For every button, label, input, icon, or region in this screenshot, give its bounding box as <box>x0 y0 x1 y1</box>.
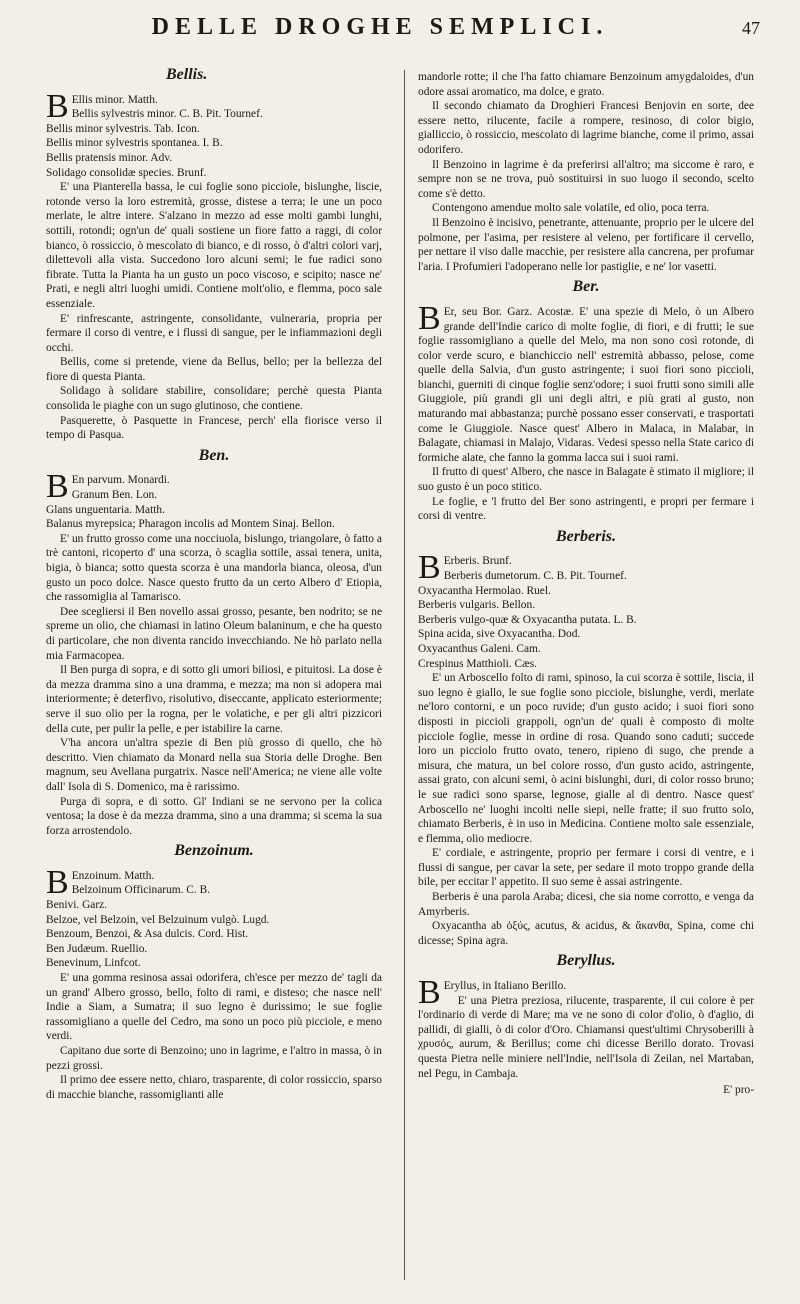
paragraph: Purga di sopra, e di sotto. Gl' Indiani se ne servono per la colica ventosa; la dose è da mezza dramma, sino a una dramma; si scema la sua forza arrostendolo. <box>46 795 382 837</box>
synonym-line: Bellis minor sylvestris. Tab. Icon. <box>46 122 200 135</box>
section-title-berberis: Berberis. <box>556 527 616 545</box>
paragraph: Bellis, come si pretende, viene da Bellus, bello; per la bellezza del fiore di questa Pianta. <box>46 356 382 383</box>
section-title-benzoinum: Benzoinum. <box>174 842 254 860</box>
paragraph: BEryllus, in Italiano Berillo. <box>418 974 567 1012</box>
paragraph: BEr, seu Bor. Garz. Acostæ. E' una spezie di Melo, ò un Albero grande dell'Indie carico di molte foglie, di fiori, e di frutti; le sue foglie rassomigliano a quelle del Melo, ma non sono così rotonde, di color verde scuro, e bianchiccio nell' estremità abbasso, pelose, come quelle della Salvia, d'un gusto astringente; i suoi fiori sono piccioli, bianchi, guerniti di cinque foglie senz'odore; i suoi frutti sono simili alle Giuggiole, più grandi gli uni degli altri, e più grati al gusto, non maturando mai abbastanza; purchè possano esser conservati, e trasportati come le Giuggiole. Nasce quest' Albero in Malaca, in Malabar, in Balagate, chiamasi in Malajo, Vidaras. Vedesi spesso nella State carico di formiche alate, che fanno la gomma lacca sui i suoi rami. <box>418 299 754 464</box>
section-title-ben: Ben. <box>198 446 230 464</box>
paragraph: Oxyacantha ab ὀξύς, acutus, & acidus, & ἄκανθα, Spina, come chi dicesse; Spina agra. <box>418 920 754 947</box>
paragraph: Il Benzoino in lagrime è da preferirsi all'altro; ma siccome è raro, e sempre non se ne trova, può sostituirsi in suo luogo il secondo, scelto come s'è detto. <box>418 158 754 200</box>
paragraph: Il frutto di quest' Albero, che nasce in Balagate è stimato il migliore; il suo gusto è un poco stitico. <box>418 466 754 494</box>
paragraph: Il secondo chiamato da Droghieri Francesi Benjovin en sorte, dee essere netto, rilucente, facile a rompere, resinoso, di color bigio, gialliccio, ò rossiccio, mescolato di lagrime bianche, come il primo, assai odorifero. <box>418 100 754 156</box>
paragraph: E' cordiale, e astringente, proprio per fermare i corsi di ventre, e i flussi di sangue, per cavar la sete, per sedare il moto troppo grande della bile, per eccitar l' appetito. Il suo seme è assai astringente. <box>418 847 754 889</box>
paragraph: V'ha ancora un'altra spezie di Ben più grosso di quello, che hò descritto. Vien chiamato da Monard nella sua Storia delle Droghe. Ben magnum, seu Avellana purgatrix. Nasce nell'America; ne viene alle volte dall' Isola di S. Domenico, ma è rarissimo. <box>46 737 382 793</box>
paragraph: Il Ben purga di sopra, e di sotto gli umori biliosi, e pituitosi. La dose è da mezza dramma sino a una dramma, e mezza; ma non si adopera mai interiormente; è deterfivo, risolutivo, diseccante, applicato esteriormente; serve il suo olio per la rogna, per le volatiche, e per gli altri pizzicori della cute, per pulir la pelle, e per istabilire la carne. <box>46 664 382 735</box>
paragraph: E' una Pietra preziosa, rilucente, trasparente, il cui colore è per l'ordinario di verde di Mare; ma ve ne sono di color d'olio, ò d'aglio, di pallidi, di gialli, ò di color d'Oro. Chiamansi quest'ultimi Chrysoberilli à χρυσός, aurum, & Berillus; come chi dicesse Berillo dorato. Trovasi questa Pietra nelle miniere nell'Indie, nell'Isola di Zeilan, nel Martaban, nel Pegu, in Cambaja. <box>418 994 754 1080</box>
synonym-line: BEnzoinum. Matth. <box>46 863 155 901</box>
synonym-line: Benzoum, Benzoi, & Asa dulcis. Cord. Hist. <box>46 928 249 941</box>
synonym-line: BErberis. Brunf. <box>418 549 512 587</box>
paragraph: Contengono amendue molto sale volatile, ed olio, poca terra. <box>432 202 710 215</box>
paragraph: Berberis è una parola Araba; dicesi, che sia nome corrotto, e venga da Amyrberis. <box>418 891 754 918</box>
page-number: 47 <box>742 18 760 38</box>
synonym-line: Berberis vulgaris. Bellon. <box>418 599 536 612</box>
synonym-line: BEn parvum. Monardi. <box>46 468 170 506</box>
synonym-line: Bellis sylvestris minor. C. B. Pit. Tournef. <box>71 108 263 121</box>
column-divider <box>404 70 405 1280</box>
synonym-line: Oxyacantha Hermolao. Ruel. <box>418 584 551 597</box>
synonym-line: Solidago consolidæ species. Brunf. <box>46 166 207 179</box>
paragraph: Capitano due sorte di Benzoino; uno in lagrime, e l'altro in massa, ò in pezzi grossi. <box>46 1045 382 1072</box>
paragraph: mandorle rotte; il che l'ha fatto chiamare Benzoinum amygdaloides, d'un odore assai aromatico, ma dolce, e grato. <box>418 71 754 98</box>
bellis-synonyms <box>46 87 382 181</box>
synonym-line: Oxyacanthus Galeni. Cam. <box>418 642 541 655</box>
paragraph: Il Benzoino è incisivo, penetrante, attenuante, proprio per le ulcere del polmone, per l'asima, per resistere al veleno, per fortificare il cervello, per nettare il viso dalle macchie, per resistere alla cancrena, per profumar l'aria. I Profumieri l'adoperano nelle lor pastiglie, e ne' lor vasetti. <box>418 216 754 273</box>
synonym-line: Balanus myrepsica; Pharagon incolis ad Montem Sinaj. Bellon. <box>46 518 335 531</box>
synonym-line: Glans unguentaria. Matth. <box>46 503 165 516</box>
synonym-line: Benivi. Garz. <box>46 899 108 912</box>
synonym-line: BEllis minor. Matth. <box>46 87 158 125</box>
synonym-line: Benevinum, Linfcot. <box>46 957 141 970</box>
catchword: E' pro- <box>723 1084 754 1097</box>
synonym-line: Belzoe, vel Belzoin, vel Belzuinum vulgò. Lugd. <box>46 913 270 926</box>
paragraph: E' un frutto grosso come una nocciuola, bislungo, triangolare, ò fatto a trè cantoni, ricoperto d' una scorza, ò scaglia sottile, assai tenera, unita, bigia, ò bianca; sotto questa scorza è una mandorla bianca, oleosa, d'un gusto un poco dolce. Nasce questo frutto da un certo Albero d' Etiopia, che rassomiglia al Tamarisco. <box>46 532 382 604</box>
synonym-line: Granum Ben. Lon. <box>71 489 158 502</box>
synonym-line: Bellis pratensis minor. Adv. <box>46 151 173 164</box>
paragraph: Solidago à solidare stabilire, consolidare; perchè questa Pianta consolida le piaghe con un sugo glutinoso, che contiene. <box>46 385 382 413</box>
right-column <box>418 70 754 1098</box>
synonym-line: Crespinus Matthioli. Cæs. <box>418 657 537 670</box>
section-title-ber: Ber. <box>572 278 600 296</box>
paragraph: Pasquerette, ò Pasquette in Francese, perch' ella fiorisce verso il tempo di Pasqua. <box>46 414 382 442</box>
synonym-line: Berberis dumetorum. C. B. Pit. Tournef. <box>443 570 627 582</box>
synonym-line: Spina acida, sive Oxyacantha. Dod. <box>418 628 581 641</box>
synonym-line: Ben Judæum. Ruellio. <box>46 942 148 955</box>
running-title: DELLE DROGHE SEMPLICI. <box>151 14 609 40</box>
page-header <box>40 14 760 50</box>
synonym-line: Berberis vulgo-quæ & Oxyacantha putata. L. B. <box>418 613 637 626</box>
synonym-line: Bellis minor sylvestris spontanea. I. B. <box>46 137 223 150</box>
paragraph: Il primo dee essere netto, chiaro, trasparente, di color rossiccio, sparso di macchie bianche, rassomiglianti alle <box>46 1074 382 1101</box>
synonym-line: Belzoinum Officinarum. C. B. <box>71 884 211 897</box>
paragraph: Dee scegliersi il Ben novello assai grosso, pesante, ben nodrito; se ne spreme un olio, che chiamasi in latino Oleum balaninum, e che ha questo di particolare, che non diventa rancido invecchiando. Ne hò parlato nella mia Farmacopea. <box>46 605 382 662</box>
paragraph: E' un Arboscello folto di rami, spinoso, la cui scorza è sottile, liscia, il suo legno è giallo, le sue foglie sono picciole, bislunghe, verdi, merlate ne'loro contorni, e un poco ruvide; d'un gusto acido; i suoi fiori sono disposti in piccioli grappoli, ogn'un de' quali è composto di molte picciole foglie, messe in ordine di rosa. Quando sono caduti; succede loro un picciolo frutto ovato, tenero, ripieno di sugo, che prende a misura, che matura, un bel colore rosso, d'un gusto acido, astringente, assai grato, con alcuni semi, ò acini bislunghi, duri, di color rosso bruno; le sue radici sono sparse, legnose, gialle al di dentro. Nasce quest' Arboscello ne' luoghi incolti nelle siepi, nelle fratte; il suo frutto solo, chiamato Berberis, è in uso in Medicina. Contiene molto sale essenziale, e flemma, olio mediocre. <box>418 672 754 845</box>
paragraph: Le foglie, e 'l frutto del Ber sono astringenti, e propri per fermare i corsi di ventre. <box>418 495 754 523</box>
left-column <box>46 66 382 1102</box>
section-title-beryllus: Beryllus. <box>556 952 616 970</box>
paragraph: E' una gomma resinosa assai odorifera, ch'esce per mezzo de' tagli da un grand' Albero grosso, bello, folto di rami, e disteso; che nasce nell' Indie a Siam, a Sumatra; il suo legno è durissimo; le sue foglie rassomigliano a quelle del Cedro, ma sono un poco più picciole, e meno verdi. <box>46 972 382 1043</box>
section-title-bellis: Bellis. <box>166 66 208 83</box>
paragraph: E' una Pianterella bassa, le cui foglie sono picciole, bislunghe, liscie, rotonde verso la loro estremità, grosse, distese a terra; le une un poco merlate, le altre intere. S'alzano in mezzo ad esse molti gambi lunghi, sottili, rotondi; ogn'un de' quali sostiene un fiore fatto a raggi, di color bianco, ò rossiccio, ò mescolato di bianco, e di rosso, ò d'altri colori varj, dilettevoli alla vista. Succedono loro alcuni semi; le fue radici sono fibrate. Tutta la Pianta ha un gusto un poco viscoso, e scipito; nasce ne' Prati, e negli altri luoghi umidi. Contiene molt'olio, e flemma, poco sale essenziale. <box>46 181 382 310</box>
paragraph: E' rinfrescante, astringente, consolidante, vulneraria, propria per fermare il corso di ventre, e i flussi di sangue, per le infiammazioni degli occhi. <box>46 312 382 354</box>
